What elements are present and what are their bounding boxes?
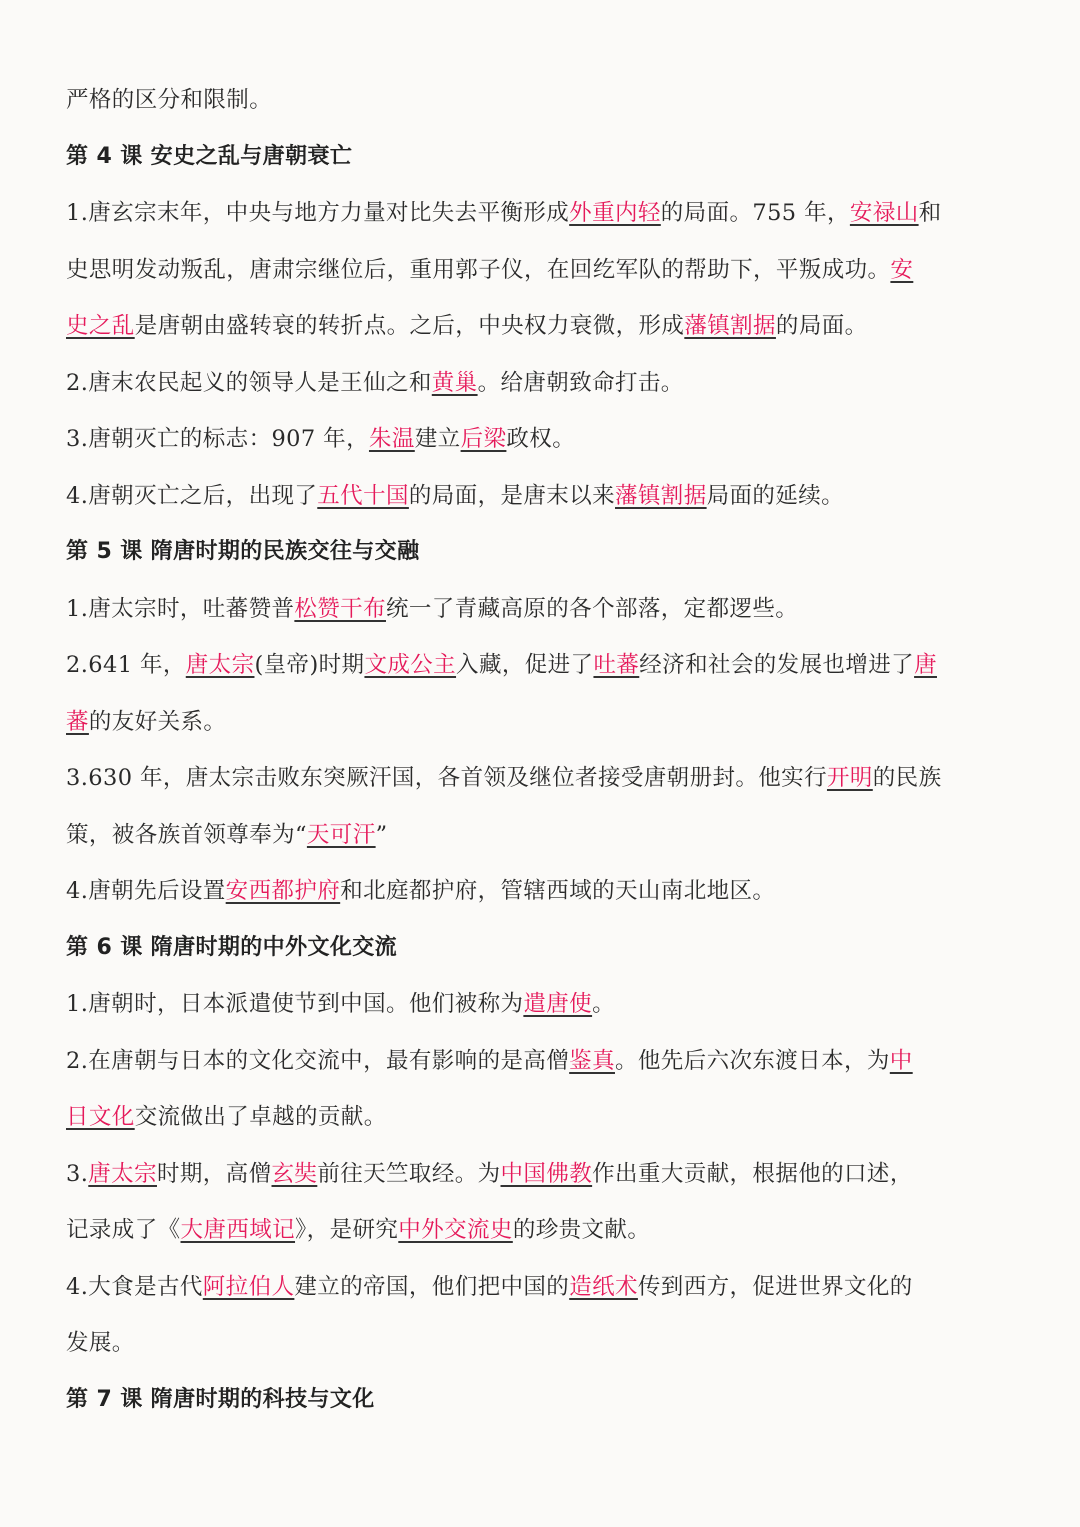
text-segment: 交流做出了卓越的贡献。 xyxy=(134,1104,387,1130)
key-term: 安 xyxy=(890,256,914,283)
lesson-heading xyxy=(66,920,1016,977)
text-segment: 1.唐玄宗末年，中央与地方力量对比失去平衡形成 xyxy=(66,200,570,226)
text-segment: 和 xyxy=(918,200,942,226)
text-line xyxy=(66,581,1016,638)
text-segment: 发展。 xyxy=(66,1330,135,1356)
key-term: 安西都护府 xyxy=(225,878,341,904)
key-term: 文成公主 xyxy=(364,652,457,678)
key-term: 后梁 xyxy=(460,426,507,452)
text-segment: (皇帝)时期 xyxy=(254,652,365,678)
key-term: 中国佛教 xyxy=(500,1160,593,1187)
text-segment: 的珍贵文献。 xyxy=(512,1217,651,1243)
key-term: 外重内轻 xyxy=(569,200,661,226)
text-segment: 作出重大贡献，根据他的口述， xyxy=(592,1160,913,1187)
key-term: 藩镇割据 xyxy=(684,313,776,339)
text-line xyxy=(66,1089,1016,1146)
key-term: 唐太宗 xyxy=(185,652,255,678)
key-term: 阿拉伯人 xyxy=(202,1273,295,1300)
text-line xyxy=(66,1033,1016,1090)
key-term: 史之乱 xyxy=(66,313,135,339)
text-segment: 建立 xyxy=(414,426,461,452)
text-line xyxy=(66,863,1016,920)
text-segment: 记录成了《 xyxy=(66,1217,181,1243)
text-line xyxy=(66,750,1016,807)
text-segment: 政权。 xyxy=(506,426,576,452)
text-segment: 局面的延续。 xyxy=(706,482,845,509)
text-segment: 2.唐末农民起义的领导人是王仙之和 xyxy=(66,369,432,396)
key-term: 唐太宗 xyxy=(88,1160,157,1187)
text-line xyxy=(66,976,1016,1033)
text-segment: 传到西方，促进世界文化的 xyxy=(637,1273,913,1300)
text-line xyxy=(66,185,1016,242)
text-segment: 4.大食是古代 xyxy=(66,1273,203,1300)
text-segment: 入藏，促进了 xyxy=(456,652,594,678)
text-line xyxy=(66,72,1016,129)
text-segment: 2.在唐朝与日本的文化交流中，最有影响的是高僧 xyxy=(66,1047,570,1074)
text-line xyxy=(66,694,1016,751)
text-line xyxy=(66,411,1016,468)
text-segment: 是唐朝由盛转衰的转折点。之后，中央权力衰微，形成 xyxy=(134,313,685,339)
text-segment: 。给唐朝致命打击。 xyxy=(477,369,684,396)
text-segment: ” xyxy=(375,821,388,848)
lesson-heading xyxy=(66,524,1016,581)
key-term: 遣唐使 xyxy=(523,991,593,1017)
text-segment: 的局面。 xyxy=(775,313,868,339)
text-segment: 和北庭都护府，管辖西域的天山南北地区。 xyxy=(340,878,776,904)
text-segment: 》，是研究 xyxy=(295,1217,399,1243)
key-term: 中外交流史 xyxy=(398,1217,513,1243)
key-term: 玄奘 xyxy=(271,1160,318,1187)
text-line xyxy=(66,1259,1016,1316)
key-term: 大唐西域记 xyxy=(180,1217,296,1243)
text-line xyxy=(66,1202,1016,1259)
key-term: 唐 xyxy=(914,652,937,678)
text-segment: 统一了青藏高原的各个部落，定都逻些。 xyxy=(385,595,799,622)
text-segment: 1.唐朝时，日本派遣使节到中国。他们被称为 xyxy=(66,991,524,1017)
key-term: 鉴真 xyxy=(569,1047,615,1074)
text-segment: 1.唐太宗时，吐蕃赞普 xyxy=(66,595,295,622)
text-line xyxy=(66,807,1016,864)
text-segment: 的民族 xyxy=(872,765,942,791)
key-term: 日文化 xyxy=(66,1104,135,1130)
key-term: 天可汗 xyxy=(306,821,376,848)
text-segment: 第 5 课 隋唐时期的民族交往与交融 xyxy=(66,539,420,564)
text-segment: 。他先后六次东渡日本，为 xyxy=(614,1047,890,1074)
text-segment: 第 7 课 隋唐时期的科技与文化 xyxy=(66,1386,375,1412)
text-line xyxy=(66,298,1016,355)
key-term: 朱温 xyxy=(368,426,415,452)
text-segment: 3.唐朝灭亡的标志：907 年， xyxy=(66,426,369,452)
text-line xyxy=(66,1146,1016,1203)
text-segment: 时期，高僧 xyxy=(156,1160,272,1187)
text-segment: 3. xyxy=(66,1160,89,1187)
text-segment: 2.641 年， xyxy=(66,652,186,678)
key-term: 黄巢 xyxy=(431,369,478,396)
text-segment: 4.唐朝灭亡之后，出现了 xyxy=(66,482,318,509)
document-body xyxy=(66,72,1016,1428)
lesson-heading xyxy=(66,129,1016,186)
text-segment: 史思明发动叛乱，唐肃宗继位后，重用郭子仪，在回纥军队的帮助下，平叛成功。 xyxy=(66,256,891,283)
lesson-heading xyxy=(66,1372,1016,1429)
text-line xyxy=(66,1315,1016,1372)
key-term: 吐蕃 xyxy=(593,652,640,678)
text-segment: 策，被各族首领尊奉为“ xyxy=(66,821,307,848)
text-line xyxy=(66,637,1016,694)
text-segment: 建立的帝国，他们把中国的 xyxy=(294,1273,570,1300)
key-term: 安禄山 xyxy=(849,200,919,226)
key-term: 开明 xyxy=(826,765,873,791)
text-segment: 前往天竺取经。为 xyxy=(317,1160,501,1187)
text-line xyxy=(66,468,1016,525)
key-term: 藩镇割据 xyxy=(615,482,707,509)
text-segment: 第 4 课 安史之乱与唐朝衰亡 xyxy=(66,143,353,169)
text-segment: 的局面。755 年， xyxy=(660,200,850,226)
text-segment: 。 xyxy=(592,991,615,1017)
key-term: 五代十国 xyxy=(317,482,409,509)
text-line xyxy=(66,355,1016,412)
key-term: 造纸术 xyxy=(569,1273,638,1300)
text-segment: 的友好关系。 xyxy=(88,708,227,735)
text-segment: 的局面，是唐末以来 xyxy=(408,482,615,509)
text-segment: 经济和社会的发展也增进了 xyxy=(639,652,915,678)
text-line xyxy=(66,242,1016,299)
text-segment: 第 6 课 隋唐时期的中外文化交流 xyxy=(66,934,398,960)
key-term: 蕃 xyxy=(66,708,89,735)
text-segment: 4.唐朝先后设置 xyxy=(66,878,226,904)
text-segment: 严格的区分和限制。 xyxy=(66,87,273,113)
key-term: 松赞干布 xyxy=(294,595,386,622)
key-term: 中 xyxy=(889,1047,913,1074)
text-segment: 3.630 年，唐太宗击败东突厥汗国，各首领及继位者接受唐朝册封。他实行 xyxy=(66,765,827,791)
